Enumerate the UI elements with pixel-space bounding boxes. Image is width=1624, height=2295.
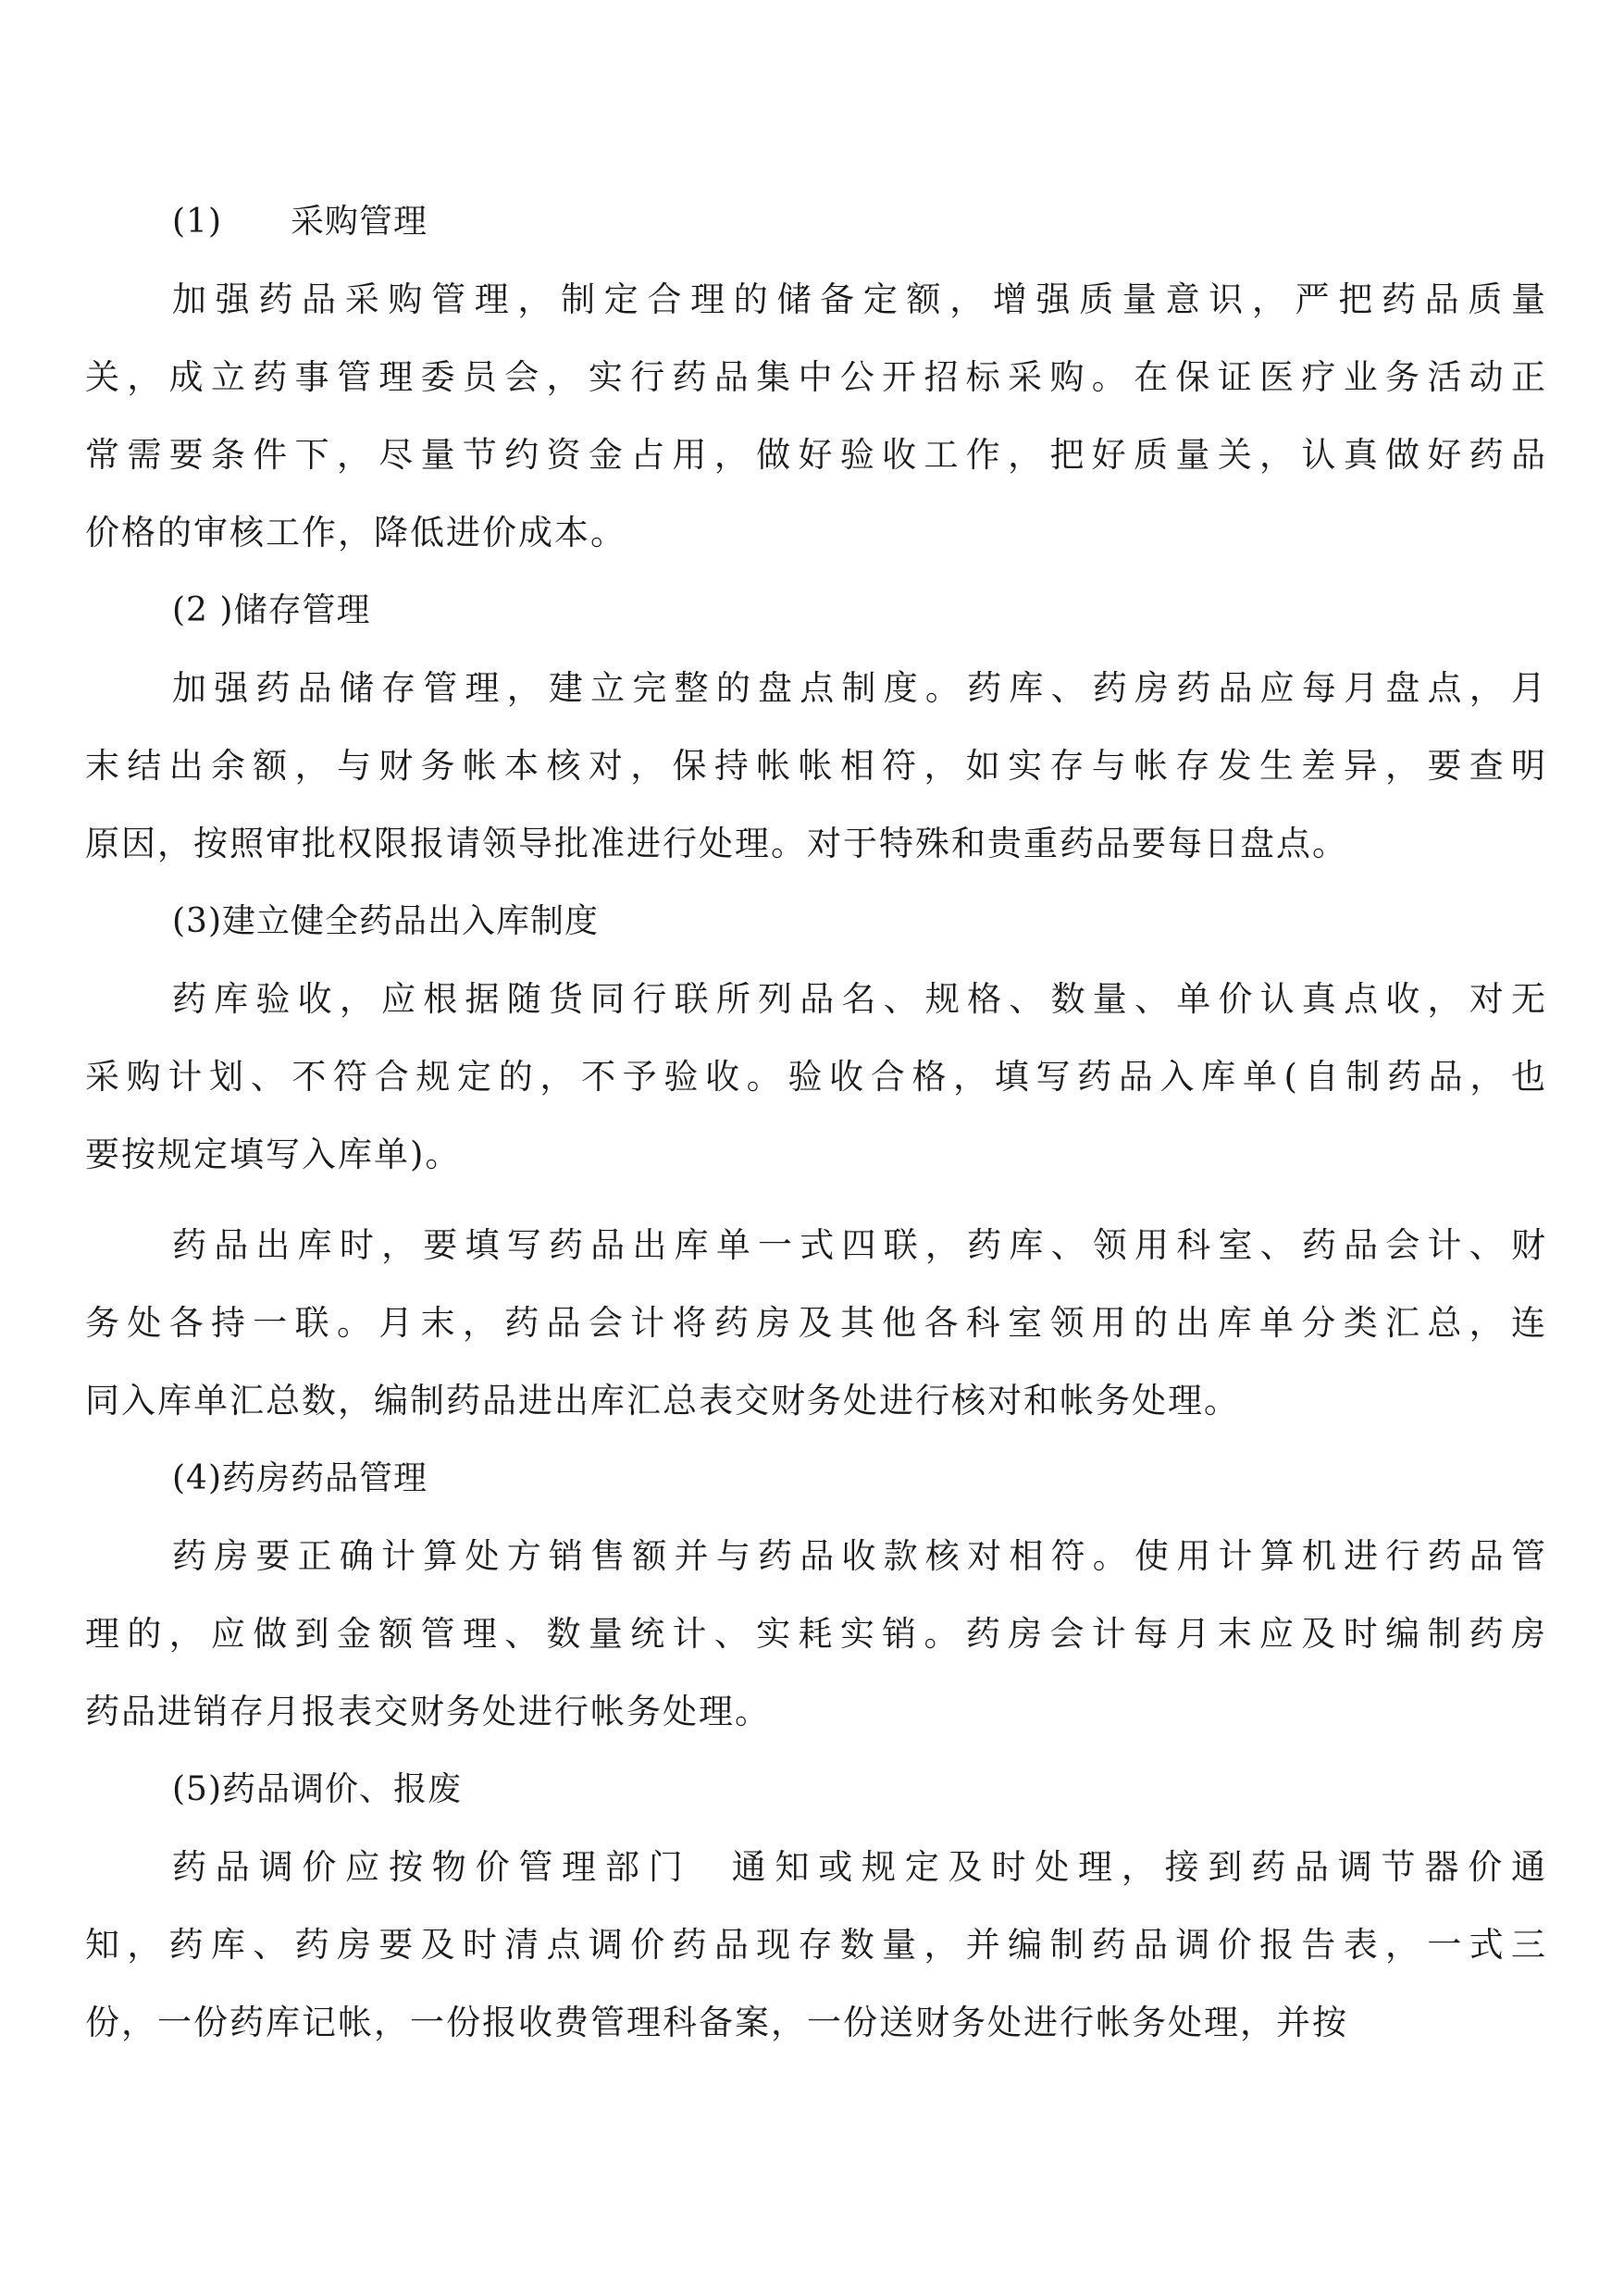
paragraph-4-1 (85, 1529, 1547, 1740)
paragraph-line: 价格的审核工作，降低进价成本。 (85, 513, 626, 552)
paragraph-line: 常需要条件下，尽量节约资金占用，做好验收工作，把好质量关，认真做好药品 (85, 435, 1547, 475)
paragraph-line: 药品出库时，要填写药品出库单一式四联，药库、领用科室、药品会计、财 (172, 1225, 1547, 1265)
paragraph-3-1 (85, 972, 1547, 1183)
paragraph-line: 务处各持一联。月末，药品会计将药房及其他各科室领用的出库单分类汇总，连 (85, 1303, 1547, 1343)
section-heading-4: (4)药房药品管理 (172, 1459, 428, 1497)
paragraph-2-1 (85, 661, 1547, 872)
paragraph-line: 理的，应做到金额管理、数量统计、实耗实销。药房会计每月末应及时编制药房 (85, 1614, 1547, 1654)
paragraph-line: 关，成立药事管理委员会，实行药品集中公开招标采购。在保证医疗业务活动正 (85, 357, 1547, 397)
document-body (85, 194, 1547, 2051)
section-heading-3: (3)建立健全药品出入库制度 (172, 902, 599, 940)
paragraph-line: 同入库单汇总数，编制药品进出库汇总表交财务处进行核对和帐务处理。 (85, 1381, 1240, 1420)
paragraph-line: 知，药库、药房要及时清点调价药品现存数量，并编制药品调价报告表，一式三 (85, 1925, 1547, 1965)
paragraph-line: 末结出余额，与财务帐本核对，保持帐帐相符，如实存与帐存发生差异，要查明 (85, 746, 1547, 786)
paragraph-line: 药库验收，应根据随货同行联所列品名、规格、数量、单价认真点收，对无 (172, 979, 1547, 1019)
section-heading-2: (2 )储存管理 (172, 591, 371, 629)
paragraph-line: 加强药品采购管理，制定合理的储备定额，增强质量意识，严把药品质量 (172, 279, 1547, 319)
paragraph-line: 药品进销存月报表交财务处进行帐务处理。 (85, 1692, 771, 1731)
paragraph-line: 药品调价应按物价管理部门 通知或规定及时处理，接到药品调节器价通 (172, 1847, 1547, 1887)
section-heading-1-number: (1) (172, 203, 222, 241)
paragraph-line: 要按规定填写入库单)。 (85, 1135, 462, 1174)
paragraph-line: 加强药品储存管理，建立完整的盘点制度。药库、药房药品应每月盘点，月 (172, 668, 1547, 708)
section-heading-5: (5)药品调价、报废 (172, 1770, 462, 1808)
paragraph-line: 药房要正确计算处方销售额并与药品收款核对相符。使用计算机进行药品管 (172, 1536, 1547, 1576)
paragraph-5-1 (85, 1840, 1547, 2051)
paragraph-3-2 (85, 1218, 1547, 1429)
paragraph-1-1 (85, 272, 1547, 561)
paragraph-line: 份，一份药库记帐，一份报收费管理科备案，一份送财务处进行帐务处理，并按 (85, 2003, 1348, 2042)
paragraph-line: 采购计划、不符合规定的，不予验收。验收合格，填写药品入库单(自制药品，也 (85, 1057, 1547, 1097)
section-heading-1-text: 采购管理 (291, 203, 428, 241)
section-heading-1 (85, 194, 1547, 250)
paragraph-line: 原因，按照审批权限报请领导批准进行处理。对于特殊和贵重药品要每日盘点。 (85, 824, 1348, 863)
